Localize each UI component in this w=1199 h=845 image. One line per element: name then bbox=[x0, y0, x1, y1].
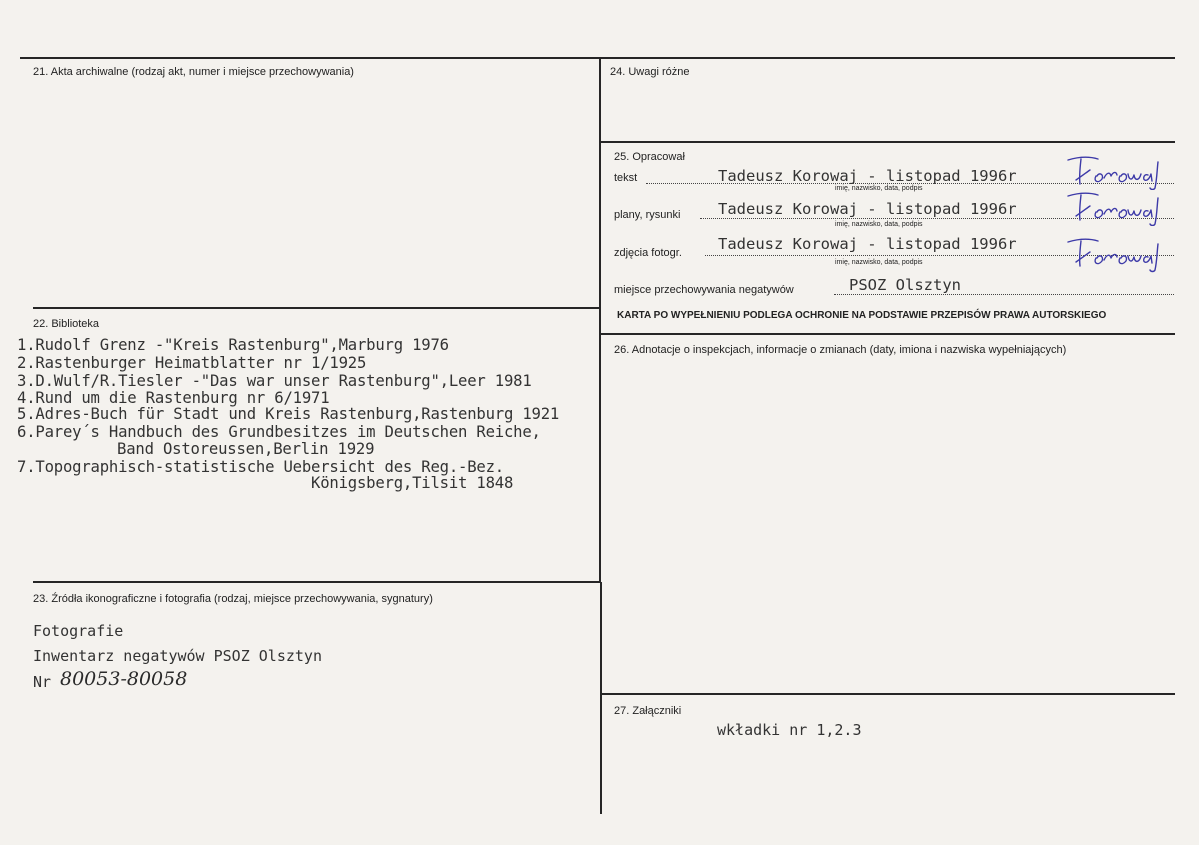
top-border bbox=[20, 57, 1175, 59]
author-plans-caption: imię, nazwisko, data, podpis bbox=[835, 221, 923, 228]
attachments-value: wkładki nr 1,2.3 bbox=[717, 721, 862, 739]
signature-text bbox=[1062, 150, 1162, 190]
author-plans-value: Tadeusz Korowaj - listopad 1996r bbox=[718, 200, 1017, 218]
sources-line-2: Inwentarz negatywów PSOZ Olsztyn bbox=[33, 647, 322, 665]
vertical-divider-lower bbox=[600, 582, 602, 814]
section-22-label: 22. Biblioteka bbox=[33, 318, 100, 330]
bibliography-entry: 4.Rund um die Rastenburg nr 6/1971 bbox=[17, 389, 330, 407]
bibliography-entry-continued: Band Ostoreussen,Berlin 1929 bbox=[117, 440, 375, 458]
divider-24-25 bbox=[600, 141, 1175, 143]
author-text-value: Tadeusz Korowaj - listopad 1996r bbox=[718, 167, 1017, 185]
bibliography-entry: 5.Adres-Buch für Stadt und Kreis Rastenburg,Rastenburg 1921 bbox=[17, 405, 560, 423]
section-27-label: 27. Załączniki bbox=[614, 705, 682, 717]
author-photos-value: Tadeusz Korowaj - listopad 1996r bbox=[718, 235, 1017, 253]
sources-line-3-prefix: Nr bbox=[33, 673, 52, 691]
divider-22-23 bbox=[33, 581, 600, 583]
bibliography-entry: 3.D.Wulf/R.Tiesler -"Das war unser Rastenburg",Leer 1981 bbox=[17, 372, 532, 390]
bibliography-entry-continued: Königsberg,Tilsit 1848 bbox=[311, 474, 514, 492]
bibliography-entry: 2.Rastenburger Heimatblatter nr 1/1925 bbox=[17, 354, 367, 372]
copyright-note: KARTA PO WYPEŁNIENIU PODLEGA OCHRONIE NA PODSTAWIE PRZEPISÓW PRAWA AUTORSKIEGO bbox=[617, 310, 1107, 321]
signature-plans bbox=[1062, 186, 1162, 226]
section-23-label: 23. Źródła ikonograficzne i fotografia (rodzaj, miejsce przechowywania, sygnatury) bbox=[33, 593, 433, 605]
divider-25-26 bbox=[600, 333, 1175, 335]
negatives-location-line bbox=[834, 294, 1174, 295]
negative-numbers-handwritten: 80053-80058 bbox=[60, 668, 188, 690]
section-26-label: 26. Adnotacje o inspekcjach, informacje o zmianach (daty, imiona i nazwiska wypełniających) bbox=[614, 344, 1067, 356]
vertical-divider-upper bbox=[599, 57, 601, 582]
author-photos-caption: imię, nazwisko, data, podpis bbox=[835, 259, 923, 266]
divider-21-22 bbox=[33, 307, 600, 309]
sources-line-1: Fotografie bbox=[33, 622, 124, 640]
signature-photos bbox=[1062, 228, 1162, 276]
section-25-label: 25. Opracował bbox=[614, 151, 685, 163]
bibliography-entry: 7.Topographisch-statistische Uebersicht des Reg.-Bez. bbox=[17, 458, 504, 476]
bibliography-entry: 1.Rudolf Grenz -"Kreis Rastenburg",Marburg 1976 bbox=[17, 336, 449, 354]
negatives-location-label: miejsce przechowywania negatywów bbox=[614, 284, 794, 296]
section-21-label: 21. Akta archiwalne (rodzaj akt, numer i miejsce przechowywania) bbox=[33, 66, 354, 78]
author-photos-label: zdjęcia fotogr. bbox=[614, 247, 682, 259]
bibliography-entry: 6.Parey´s Handbuch des Grundbesitzes im Deutschen Reiche, bbox=[17, 423, 541, 441]
author-text-label: tekst bbox=[614, 172, 638, 184]
author-plans-label: plany, rysunki bbox=[614, 209, 681, 221]
divider-26-27 bbox=[601, 693, 1175, 695]
negatives-location-value: PSOZ Olsztyn bbox=[849, 276, 961, 294]
author-text-caption: imię, nazwisko, data, podpis bbox=[835, 185, 923, 192]
section-24-label: 24. Uwagi różne bbox=[610, 66, 690, 78]
